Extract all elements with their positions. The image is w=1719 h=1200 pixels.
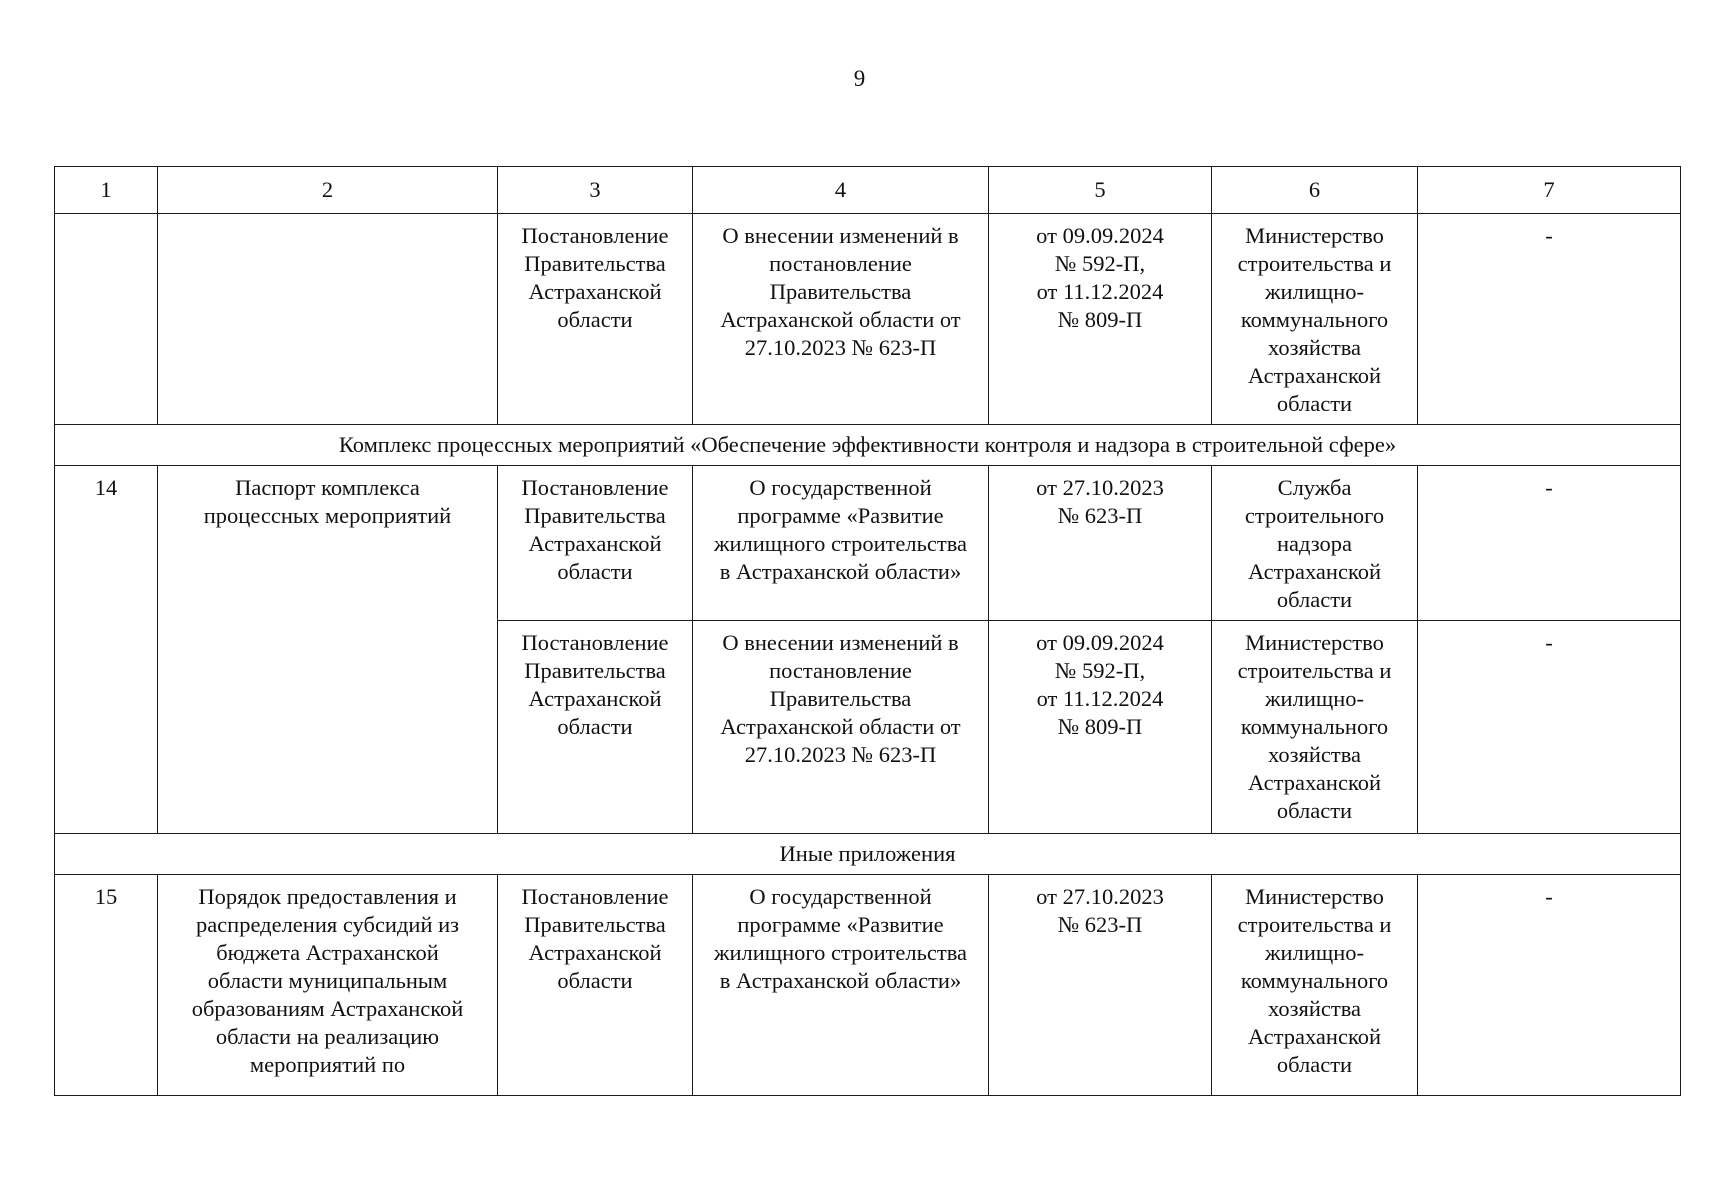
header-row: [55, 167, 1681, 214]
header-cell: 3: [498, 167, 693, 214]
executor-cell: Министерство строительства и жилищно- коммунального хозяйства Астраханской области: [1212, 875, 1418, 1096]
document-title-cell: О государственной программе «Развитие жилищного строительства в Астраханской области»: [693, 466, 989, 621]
table-row: [55, 466, 1681, 621]
document-type-cell: Постановление Правительства Астраханской области: [498, 214, 693, 425]
note-cell: -: [1418, 214, 1681, 425]
header-cell: 5: [989, 167, 1212, 214]
section-row: [55, 425, 1681, 466]
document-name-cell: Паспорт комплекса процессных мероприятий: [158, 466, 498, 834]
document-title-cell: О внесении изменений в постановление Правительства Астраханской области от 27.10.2023 № 623-П: [693, 214, 989, 425]
document-date-cell: от 09.09.2024 № 592-П, от 11.12.2024 № 809-П: [989, 621, 1212, 834]
table-row: [55, 214, 1681, 425]
section-row: [55, 834, 1681, 875]
document-name-cell: [158, 214, 498, 425]
executor-cell: Служба строительного надзора Астраханской области: [1212, 466, 1418, 621]
page-number: 9: [853, 66, 866, 91]
table-row: [55, 875, 1681, 1096]
header-cell: 6: [1212, 167, 1418, 214]
row-number-cell: 15: [55, 875, 158, 1096]
header-cell: 1: [55, 167, 158, 214]
executor-cell: Министерство строительства и жилищно- коммунального хозяйства Астраханской области: [1212, 621, 1418, 834]
note-cell: -: [1418, 621, 1681, 834]
header-cell: 7: [1418, 167, 1681, 214]
note-cell: -: [1418, 466, 1681, 621]
note-cell: -: [1418, 875, 1681, 1096]
document-type-cell: Постановление Правительства Астраханской области: [498, 621, 693, 834]
document-type-cell: Постановление Правительства Астраханской области: [498, 875, 693, 1096]
document-date-cell: от 27.10.2023 № 623-П: [989, 466, 1212, 621]
header-cell: 4: [693, 167, 989, 214]
header-cell: 2: [158, 167, 498, 214]
row-number-cell: 14: [55, 466, 158, 834]
document-name-cell: Порядок предоставления и распределения субсидий из бюджета Астраханской области муниципальным образованиям Астраханской области на реализацию мероприятий по: [158, 875, 498, 1096]
executor-cell: Министерство строительства и жилищно- коммунального хозяйства Астраханской области: [1212, 214, 1418, 425]
document-title-cell: О государственной программе «Развитие жилищного строительства в Астраханской области»: [693, 875, 989, 1096]
document-title-cell: О внесении изменений в постановление Правительства Астраханской области от 27.10.2023 № 623-П: [693, 621, 989, 834]
section-heading: Комплекс процессных мероприятий «Обеспечение эффективности контроля и надзора в строительной сфере»: [55, 425, 1681, 466]
documents-table: [54, 166, 1681, 1096]
section-heading: Иные приложения: [55, 834, 1681, 875]
document-date-cell: от 09.09.2024 № 592-П, от 11.12.2024 № 809-П: [989, 214, 1212, 425]
row-number-cell: [55, 214, 158, 425]
document-type-cell: Постановление Правительства Астраханской области: [498, 466, 693, 621]
document-date-cell: от 27.10.2023 № 623-П: [989, 875, 1212, 1096]
